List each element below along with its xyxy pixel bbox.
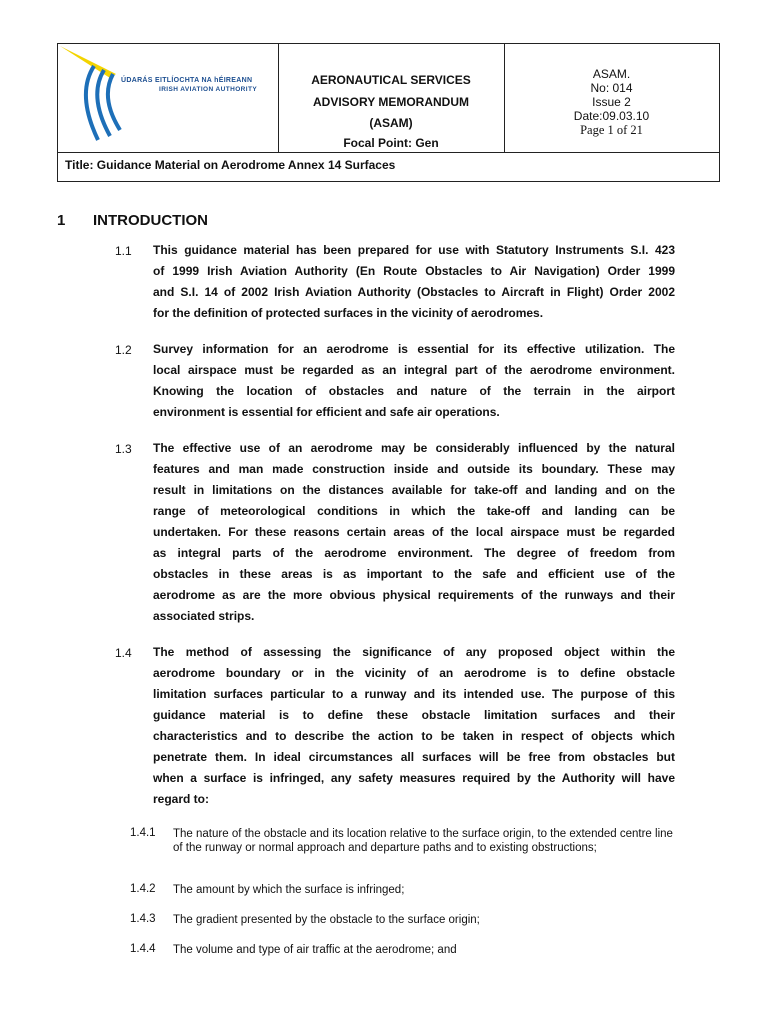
memo-line-2: ADVISORY MEMORANDUM xyxy=(312,95,469,109)
logo-org-irish: ÚDARÁS EITLÍOCHTA NA hÉIREANN xyxy=(121,77,253,84)
paragraph-line: Knowing the location of obstacles and nature of the terrain in the airport xyxy=(153,384,675,398)
paragraph-line: associated strips. xyxy=(153,609,255,623)
page-number: Page 1 of 21 xyxy=(580,123,643,137)
paragraph-line: as integral parts of the aerodrome environment. The degree of freedom from xyxy=(153,546,675,560)
doc-type: ASAM. xyxy=(592,67,631,81)
paragraph-line: limitation surfaces particular to a runway and its intended use. The purpose of this xyxy=(153,687,675,701)
subitem-number: 1.4.1 xyxy=(130,827,156,839)
paragraph-line: guidance material is to define these obstacle limitation surfaces and their xyxy=(153,708,675,722)
doc-issue: Issue 2 xyxy=(592,95,631,109)
paragraph-line: for the definition of protected surfaces in the vicinity of aerodromes. xyxy=(153,306,544,320)
paragraph-number: 1.2 xyxy=(115,343,132,357)
paragraph-line: and S.I. 14 of 2002 Irish Aviation Authority (Obstacles to Aircraft in Flight) Order 2002 xyxy=(153,285,675,299)
document-info-cell xyxy=(504,44,719,152)
paragraph-line: environment is essential for efficient and safe air operations. xyxy=(153,405,500,419)
paragraph-line: range of meteorological conditions in which the take-off and landing can be xyxy=(153,504,675,518)
paragraph-number: 1.1 xyxy=(115,244,132,258)
paragraph-line: The method of assessing the significance of any proposed object within the xyxy=(153,645,675,659)
subitem-text: The nature of the obstacle and its location relative to the surface origin, to the extended centre line of the runway or normal approach and departure paths and to existing obstructions; xyxy=(173,828,673,854)
doc-number: No: 014 xyxy=(590,81,633,95)
subitem-text: The volume and type of air traffic at the aerodrome; and xyxy=(173,944,457,956)
paragraph-line: local airspace must be regarded as an integral part of the aerodrome environment. xyxy=(153,363,675,377)
paragraph-line: This guidance material has been prepared for use with Statutory Instruments S.I. 423 xyxy=(153,243,675,257)
paragraph-number: 1.3 xyxy=(115,442,132,456)
header-row xyxy=(58,44,719,153)
logo-cell xyxy=(58,44,279,152)
paragraph xyxy=(153,642,675,810)
document-header xyxy=(57,43,720,182)
logo-org-english: IRISH AVIATION AUTHORITY xyxy=(159,86,258,93)
paragraph-line: characteristics and to describe the action to be taken in respect of objects which xyxy=(153,729,675,743)
paragraph-line: penetrate them. In ideal circumstances all surfaces will be free from obstacles but xyxy=(153,750,675,764)
subitem-text: The amount by which the surface is infringed; xyxy=(173,884,405,896)
paragraph-line: features and man made construction inside and outside its boundary. These may xyxy=(153,462,675,476)
document-title: Title: Guidance Material on Aerodrome Annex 14 Surfaces xyxy=(65,158,396,172)
paragraph-line: Survey information for an aerodrome is essential for its effective utilization. The xyxy=(153,342,675,356)
paragraph-line: undertaken. For these reasons certain areas of the local airspace must be regarded xyxy=(153,525,675,539)
memo-line-1: AERONAUTICAL SERVICES xyxy=(311,73,471,87)
subitem-text: The gradient presented by the obstacle to the surface origin; xyxy=(173,914,480,926)
paragraph-line: aerodrome boundary or in the vicinity of an aerodrome is to define obstacle xyxy=(153,666,675,680)
subitem-number: 1.4.2 xyxy=(130,883,156,895)
memo-line-3: (ASAM) xyxy=(369,116,413,130)
paragraph-line: when a surface is infringed, any safety measures required by the Authority will have xyxy=(153,771,675,785)
paragraph-line: obstacles in these areas is as important to the safe and efficient use of the xyxy=(153,567,675,581)
subitem-number: 1.4.3 xyxy=(130,913,156,925)
paragraph-line: result in limitations on the distances available for take-off and landing and on the xyxy=(153,483,675,497)
paragraph-line: The effective use of an aerodrome may be considerably influenced by the natural xyxy=(153,441,675,455)
paragraph-line: regard to: xyxy=(153,792,210,806)
section-number: 1 xyxy=(57,212,66,229)
doc-date: Date:09.03.10 xyxy=(573,109,650,123)
paragraph xyxy=(153,339,675,423)
paragraph xyxy=(153,438,675,627)
paragraph-number: 1.4 xyxy=(115,646,132,660)
paragraph-line: of 1999 Irish Aviation Authority (En Route Obstacles to Air Navigation) Order 1999 xyxy=(153,264,675,278)
section-title: INTRODUCTION xyxy=(93,212,208,229)
memo-line-4: Focal Point: Gen xyxy=(343,136,439,150)
iaa-logo-icon xyxy=(58,44,273,150)
subitem-number: 1.4.4 xyxy=(130,943,156,955)
memo-title-cell xyxy=(278,44,505,152)
paragraph xyxy=(153,240,675,324)
paragraph-line: aerodrome as are the more obvious physical requirements of the runways and their xyxy=(153,588,675,602)
